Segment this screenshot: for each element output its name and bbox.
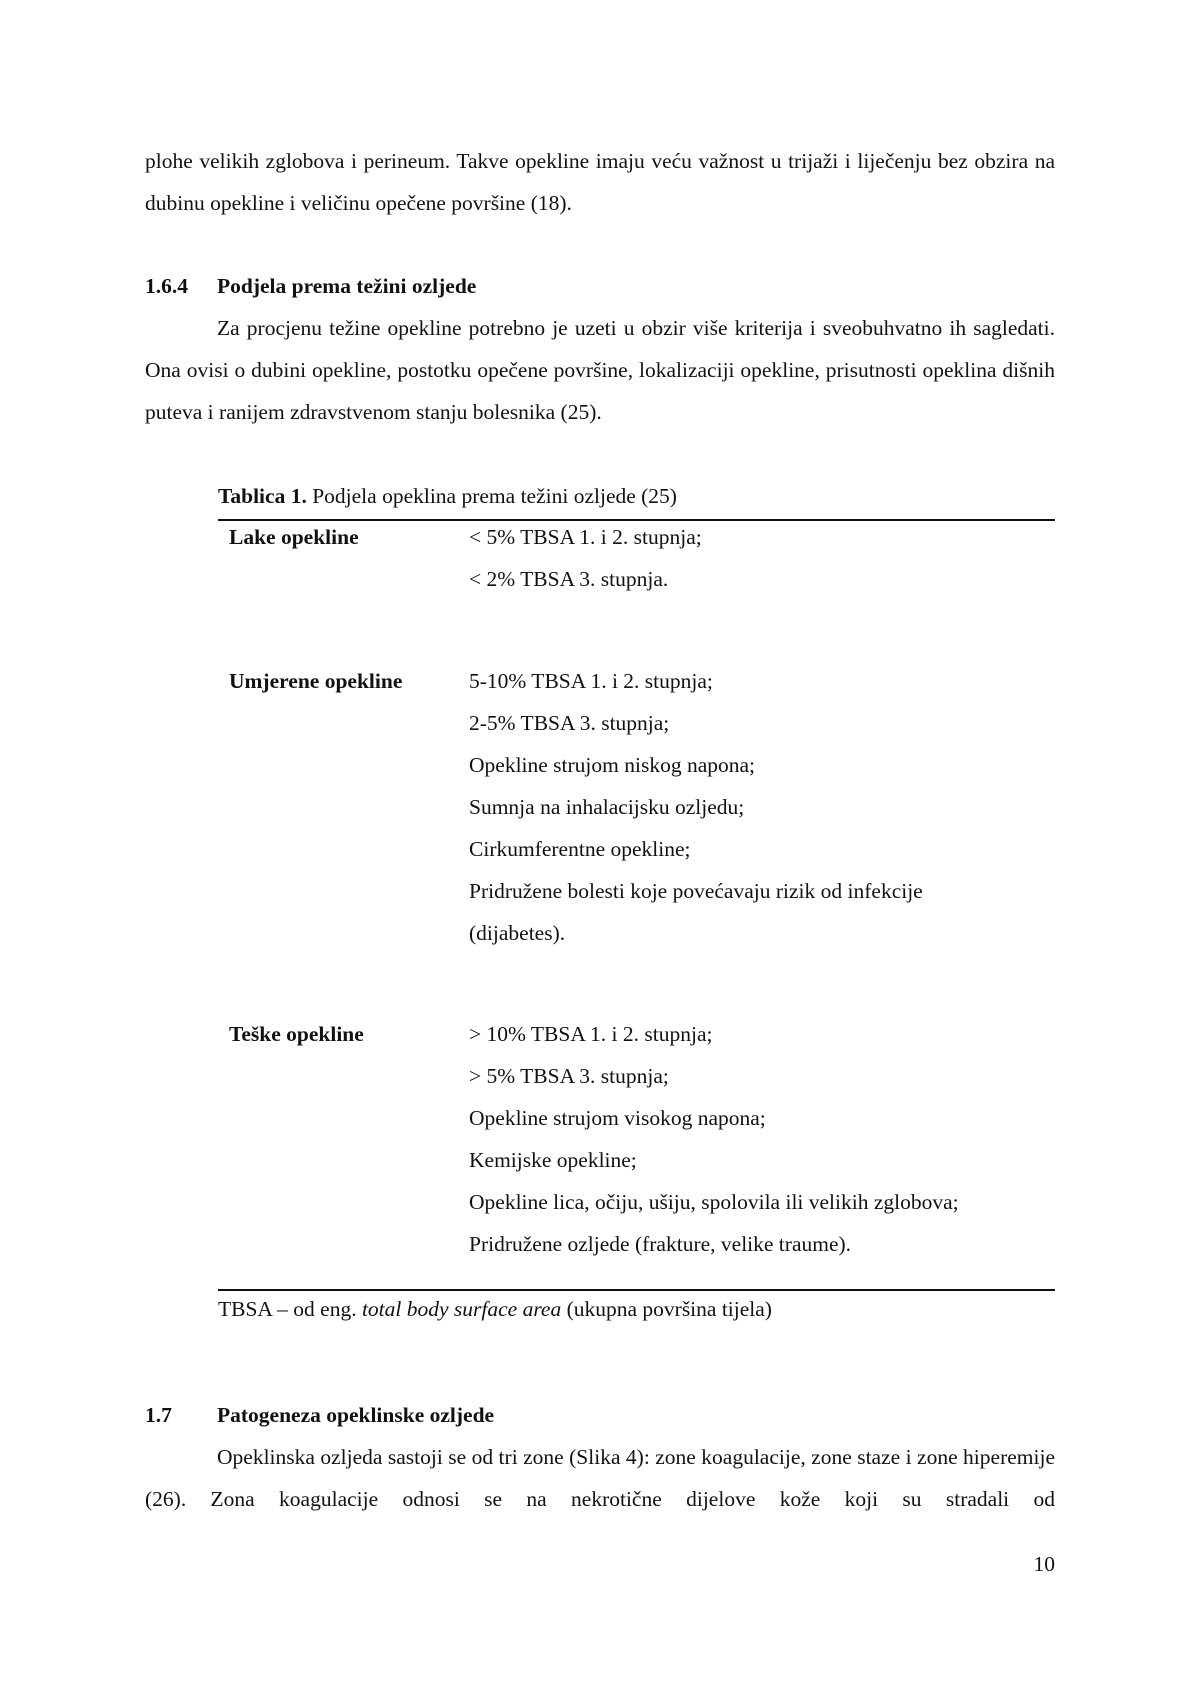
section-heading-1-7 (145, 1400, 494, 1430)
table-criteria-moderate (469, 660, 1049, 954)
criteria-item: Pridružene ozljede (frakture, velike traume). (469, 1232, 852, 1256)
table-footnote (218, 1294, 772, 1324)
criteria-item: < 2% TBSA 3. stupnja. (469, 567, 669, 591)
section-title: Patogeneza opeklinske ozljede (217, 1403, 495, 1427)
criteria-item: > 10% TBSA 1. i 2. stupnja; (469, 1022, 713, 1046)
section-1-7-paragraph-block (145, 1436, 1055, 1520)
intro-paragraph-block (145, 140, 1055, 224)
table-bottom-rule (218, 1289, 1055, 1291)
footnote-italic: total body surface area (361, 1297, 562, 1321)
criteria-item: Cirkumferentne opekline; (469, 837, 691, 861)
footnote-prefix: TBSA – od eng. (218, 1297, 362, 1321)
table-caption (218, 481, 677, 511)
section-title: Podjela prema težini ozljede (217, 274, 477, 298)
criteria-item: Opekline strujom visokog napona; (469, 1106, 766, 1130)
table-caption-text: Podjela opeklina prema težini ozljede (25) (306, 484, 677, 508)
page-number: 10 (1033, 1552, 1055, 1576)
table-category-moderate: Umjerene opekline (229, 669, 403, 693)
section-heading-1-6-4 (145, 271, 476, 301)
criteria-item: 5-10% TBSA 1. i 2. stupnja; (469, 669, 713, 693)
criteria-item: Opekline strujom niskog napona; (469, 753, 756, 777)
criteria-item: > 5% TBSA 3. stupnja; (469, 1064, 669, 1088)
table-criteria-severe (469, 1013, 1049, 1265)
criteria-item: 2-5% TBSA 3. stupnja; (469, 711, 670, 735)
criteria-item: Kemijske opekline; (469, 1148, 637, 1172)
table-criteria-mild (469, 516, 1049, 600)
section-1-7-paragraph: Opeklinska ozljeda sastoji se od tri zone (Slika 4): zone koagulacije, zone staze i zone hiperemije (26). Zona koagulacije odnosi se na nekrotične dijelove kože koji su stradali od (145, 1445, 1055, 1511)
table-category-severe: Teške opekline (229, 1022, 364, 1046)
table-category-mild: Lake opekline (229, 525, 359, 549)
criteria-item: Pridružene bolesti koje povećavaju rizik od infekcije (469, 879, 923, 903)
intro-paragraph: plohe velikih zglobova i perineum. Takve opekline imaju veću važnost u trijaži i liječenju bez obzira na dubinu opekline i veličinu opečene površine (18). (145, 149, 1055, 215)
section-1-6-4-paragraph: Za procjenu težine opekline potrebno je uzeti u obzir više kriterija i sveobuhvatno ih sagledati. Ona ovisi o dubini opekline, postotku opečene površine, lokalizaciji opekline, prisutnosti opeklina dišnih puteva i ranijem zdravstvenom stanju bolesnika (25). (145, 316, 1055, 424)
criteria-item: Opekline lica, očiju, ušiju, spolovila ili velikih zglobova; (469, 1190, 959, 1214)
section-number: 1.7 (145, 1403, 172, 1427)
section-number: 1.6.4 (145, 274, 188, 298)
section-1-6-4-paragraph-block (145, 307, 1055, 433)
criteria-item: Sumnja na inhalacijsku ozljedu; (469, 795, 745, 819)
criteria-item: < 5% TBSA 1. i 2. stupnja; (469, 525, 702, 549)
criteria-item: (dijabetes). (469, 921, 566, 945)
footnote-suffix: (ukupna površina tijela) (561, 1297, 772, 1321)
table-caption-label: Tablica 1. (218, 484, 307, 508)
